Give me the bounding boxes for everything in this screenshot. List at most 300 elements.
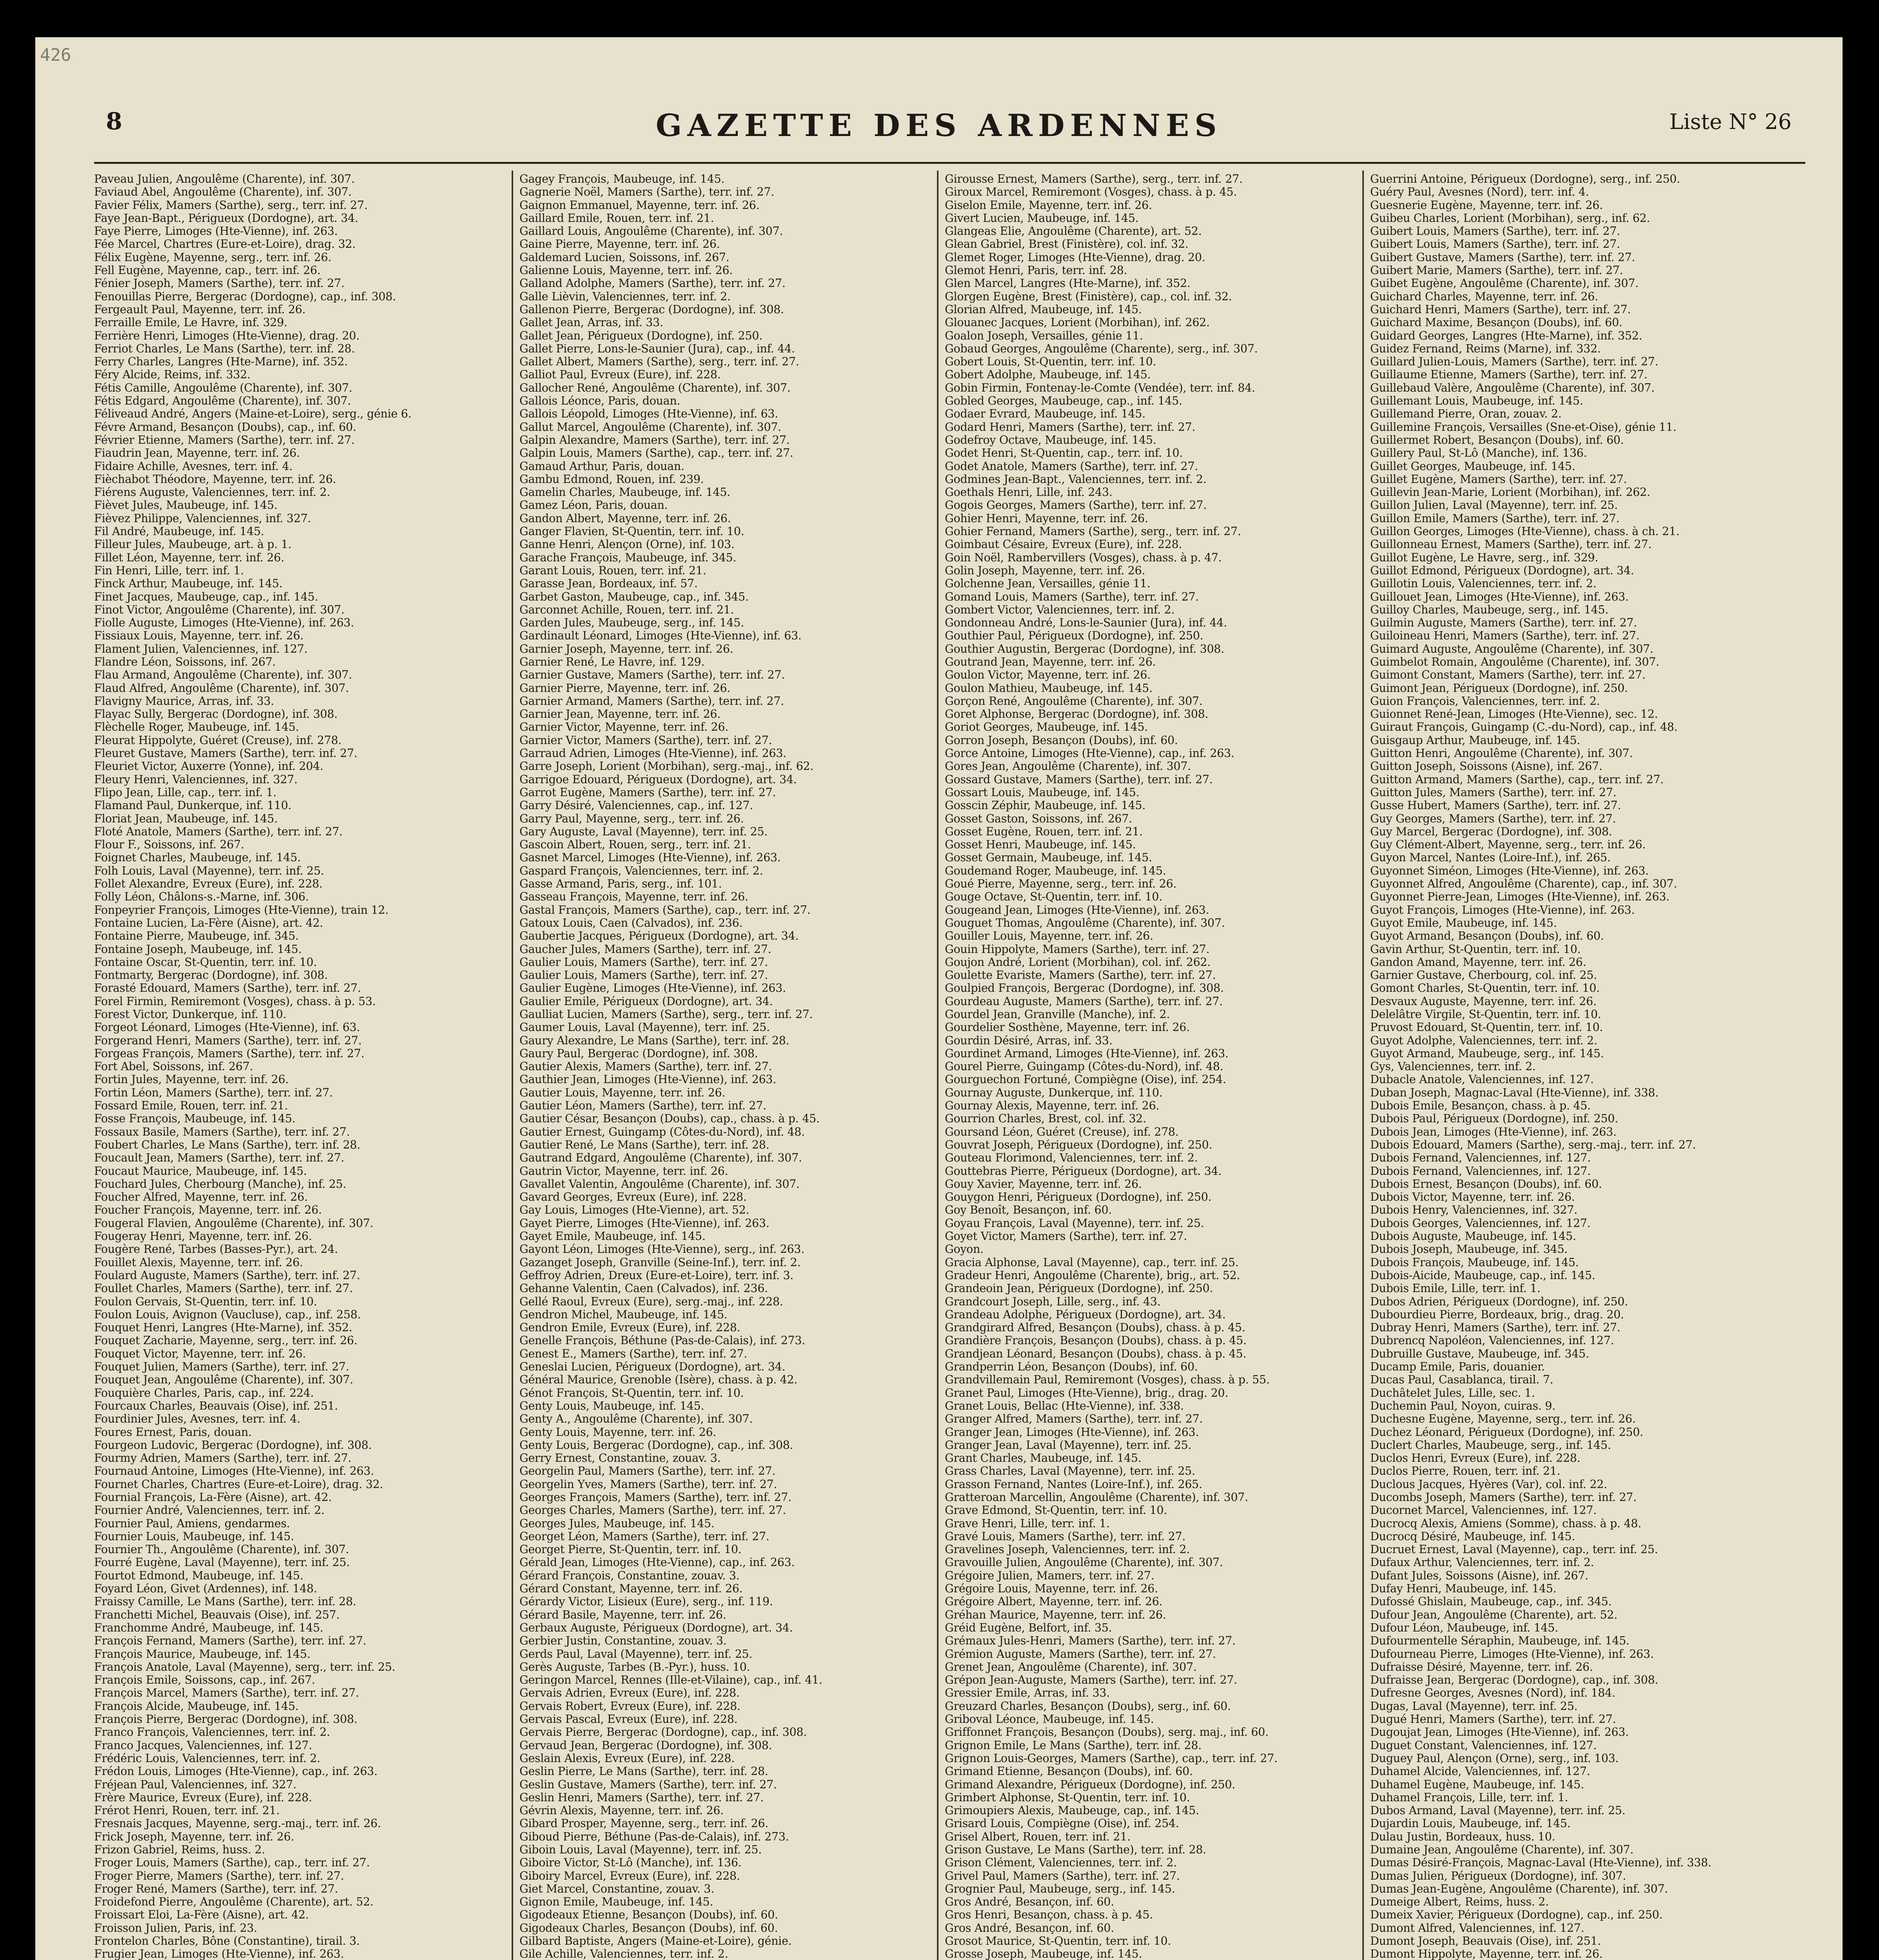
name-entry: Gandon Albert, Mayenne, terr. inf. 26. xyxy=(519,512,731,525)
name-entry: Flament Julien, Valenciennes, inf. 127. xyxy=(94,642,308,655)
name-entry: Godaer Evrard, Maubeuge, inf. 145. xyxy=(945,407,1146,421)
name-entry: Gracia Alphonse, Laval (Mayenne), cap., terr. inf. 25. xyxy=(945,1256,1239,1269)
name-entry: Guillemant Louis, Maubeuge, inf. 145. xyxy=(1370,394,1583,408)
name-entry: Guibeu Charles, Lorient (Morbihan), serg., inf. 62. xyxy=(1370,211,1650,225)
name-entry: Granger Alfred, Mamers (Sarthe), terr. inf. 27. xyxy=(945,1412,1203,1426)
name-entry: Giboire Victor, St-Lô (Manche), inf. 136. xyxy=(519,1856,742,1869)
name-entry: Gournay Alexis, Mayenne, terr. inf. 26. xyxy=(945,1099,1160,1112)
name-entry: Dubois Auguste, Maubeuge, inf. 145. xyxy=(1370,1230,1576,1243)
name-entry: Faye Jean-Bapt., Périgueux (Dordogne), art. 34. xyxy=(94,211,358,225)
name-entry: Gourdin Désiré, Arras, inf. 33. xyxy=(945,1034,1113,1047)
name-entry: Gouvrat Joseph, Périgueux (Dordogne), inf. 250. xyxy=(945,1138,1213,1151)
name-entry: Georget Pierre, St-Quentin, terr. inf. 10. xyxy=(519,1543,742,1556)
name-entry: Ferry Charles, Langres (Hte-Marne), inf. 352. xyxy=(94,355,348,368)
name-entry: Floriat Jean, Maubeuge, inf. 145. xyxy=(94,812,278,825)
name-entry: Grandvillemain Paul, Remiremont (Vosges), chass. à p. 55. xyxy=(945,1373,1270,1387)
name-entry: Fontaine Oscar, St-Quentin, terr. inf. 10. xyxy=(94,955,317,969)
name-entry: Gérard Constant, Mayenne, terr. inf. 26. xyxy=(519,1582,743,1595)
name-entry: Dubois Victor, Mayenne, terr. inf. 26. xyxy=(1370,1191,1575,1204)
name-entry: Grenet Jean, Angoulême (Charente), inf. 307. xyxy=(945,1660,1197,1673)
name-entry: Dufant Jules, Soissons (Aisne), inf. 267. xyxy=(1370,1569,1589,1582)
name-entry: Guillery Paul, St-Lô (Manche), inf. 136. xyxy=(1370,446,1587,460)
name-entry: Filleur Jules, Maubeuge, art. à p. 1. xyxy=(94,538,292,551)
name-entry: Dugas, Laval (Mayenne), terr. inf. 25. xyxy=(1370,1699,1578,1713)
name-entry: Gomand Louis, Mamers (Sarthe), terr. inf. 27. xyxy=(945,590,1199,603)
name-entry: Gohier Fernand, Mamers (Sarthe), serg., terr. inf. 27. xyxy=(945,525,1241,538)
name-entry: Grison Gustave, Le Mans (Sarthe), terr. inf. 28. xyxy=(945,1843,1206,1856)
name-entry: Gellé Raoul, Evreux (Eure), serg.-maj., inf. 228. xyxy=(519,1295,783,1308)
name-entry: Gallet Albert, Mamers (Sarthe), serg., terr. inf. 27. xyxy=(519,355,799,368)
name-entry: Dubacle Anatole, Valenciennes, inf. 127. xyxy=(1370,1073,1594,1086)
name-entry: Ferraille Emile, Le Havre, inf. 329. xyxy=(94,316,287,329)
name-entry: Gourdinet Armand, Limoges (Hte-Vienne), inf. 263. xyxy=(945,1047,1229,1060)
name-entry: Glorian Alfred, Maubeuge, inf. 145. xyxy=(945,303,1142,316)
names-column-4 xyxy=(1370,172,1778,1960)
name-entry: Galliot Paul, Evreux (Eure), inf. 228. xyxy=(519,368,721,381)
name-entry: François Maurice, Maubeuge, inf. 145. xyxy=(94,1647,310,1661)
name-entry: Gile Achille, Valenciennes, terr. inf. 2. xyxy=(519,1947,728,1960)
column-divider xyxy=(512,171,513,1960)
name-entry: Fournier Paul, Amiens, gendarmes. xyxy=(94,1517,290,1530)
name-entry: Guyonnet Alfred, Angoulême (Charente), cap., inf. 307. xyxy=(1370,877,1677,891)
name-entry: Gréid Eugène, Belfort, inf. 35. xyxy=(945,1621,1112,1634)
name-entry: Guichard Charles, Mayenne, terr. inf. 26. xyxy=(1370,290,1598,303)
name-entry: Dubos Armand, Laval (Mayenne), terr. inf. 25. xyxy=(1370,1804,1625,1817)
name-entry: Gamelin Charles, Maubeuge, inf. 145. xyxy=(519,486,730,499)
name-entry: Guiraut François, Guingamp (C.-du-Nord), cap., inf. 48. xyxy=(1370,720,1677,734)
name-entry: Froisson Julien, Paris, inf. 23. xyxy=(94,1921,258,1935)
name-entry: Guilloy Charles, Maubeuge, serg., inf. 145. xyxy=(1370,603,1608,616)
page-number: 8 xyxy=(106,108,122,135)
name-entry: Gréhan Maurice, Mayenne, terr. inf. 26. xyxy=(945,1608,1166,1621)
name-entry: François Marcel, Mamers (Sarthe), terr. inf. 27. xyxy=(94,1686,359,1700)
name-entry: Franco François, Valenciennes, terr. inf. 2. xyxy=(94,1726,330,1739)
name-entry: Frugier Jean, Limoges (Hte-Vienne), inf. 263. xyxy=(94,1947,344,1960)
name-entry: Garnier René, Le Havre, inf. 129. xyxy=(519,655,705,668)
name-entry: Gaspard François, Valenciennes, terr. inf. 2. xyxy=(519,864,763,877)
name-entry: Garnier Victor, Mamers (Sarthe), terr. inf. 27. xyxy=(519,733,772,747)
name-entry: Gourguechon Fortuné, Compiègne (Oise), inf. 254. xyxy=(945,1073,1226,1086)
name-entry: Gouteau Florimond, Valenciennes, terr. inf. 2. xyxy=(945,1151,1198,1165)
name-entry: Dubruille Gustave, Maubeuge, inf. 345. xyxy=(1370,1347,1589,1360)
name-entry: Fougeray Henri, Mayenne, terr. inf. 26. xyxy=(94,1230,312,1243)
name-entry: Gayet Pierre, Limoges (Hte-Vienne), inf. 263. xyxy=(519,1216,770,1230)
name-entry: Flour F., Soissons, inf. 267. xyxy=(94,838,244,851)
name-entry: Dubois Georges, Valenciennes, inf. 127. xyxy=(1370,1216,1591,1230)
name-entry: Garrot Eugène, Mamers (Sarthe), terr. inf. 27. xyxy=(519,786,776,799)
name-entry: Foignet Charles, Maubeuge, inf. 145. xyxy=(94,851,301,864)
name-entry: Forgerand Henri, Mamers (Sarthe), terr. inf. 27. xyxy=(94,1034,362,1047)
name-entry: Foucault Jean, Mamers (Sarthe), terr. inf. 27. xyxy=(94,1151,345,1165)
name-entry: Dubray Henri, Mamers (Sarthe), terr. inf. 27. xyxy=(1370,1321,1621,1334)
name-entry: Gourdel Jean, Granville (Manche), inf. 2. xyxy=(945,1008,1170,1021)
name-entry: Gervaud Jean, Bergerac (Dordogne), inf. 308. xyxy=(519,1739,772,1752)
name-entry: Gautier René, Le Mans (Sarthe), terr. inf. 28. xyxy=(519,1138,770,1151)
name-entry: Ducamp Emile, Paris, douanier. xyxy=(1370,1360,1545,1374)
name-entry: Gagey François, Maubeuge, inf. 145. xyxy=(519,172,725,185)
name-entry: Grass Charles, Laval (Mayenne), terr. inf. 25. xyxy=(945,1465,1195,1478)
name-entry: Fleuriet Victor, Auxerre (Yonne), inf. 204. xyxy=(94,760,323,773)
name-entry: Fournier Louis, Maubeuge, inf. 145. xyxy=(94,1530,294,1543)
name-entry: Geslain Alexis, Evreux (Eure), inf. 228. xyxy=(519,1751,735,1765)
name-entry: Gallois Léopold, Limoges (Hte-Vienne), inf. 63. xyxy=(519,407,778,421)
newspaper-title: GAZETTE DES ARDENNES xyxy=(655,108,1222,143)
name-entry: Fin Henri, Lille, terr. inf. 1. xyxy=(94,564,244,577)
name-entry: Forgeas François, Mamers (Sarthe), terr. inf. 27. xyxy=(94,1047,365,1060)
name-entry: Guibert Louis, Mamers (Sarthe), terr. inf. 27. xyxy=(1370,238,1620,251)
names-column-1 xyxy=(94,172,502,1960)
name-entry: Gayet Emile, Maubeuge, inf. 145. xyxy=(519,1230,706,1243)
name-entry: Dufay Henri, Maubeuge, inf. 145. xyxy=(1370,1582,1557,1595)
name-entry: Ducrocq Alexis, Amiens (Somme), chass. à p. 48. xyxy=(1370,1517,1641,1530)
name-entry: Guyot Armand, Maubeuge, serg., inf. 145. xyxy=(1370,1047,1604,1060)
name-entry: Dubois Joseph, Maubeuge, inf. 345. xyxy=(1370,1243,1568,1256)
name-entry: Genty Louis, Bergerac (Dordogne), cap., inf. 308. xyxy=(519,1438,793,1452)
name-entry: Guillon Julien, Laval (Mayenne), terr. inf. 25. xyxy=(1370,499,1618,512)
name-entry: Garnier Gustave, Cherbourg, col. inf. 25. xyxy=(1370,969,1597,982)
name-entry: Fournet Charles, Chartres (Eure-et-Loire), drag. 32. xyxy=(94,1477,383,1491)
name-entry: Gravouille Julien, Angoulême (Charente), inf. 307. xyxy=(945,1556,1223,1569)
name-entry: Faye Pierre, Limoges (Hte-Vienne), inf. 263. xyxy=(94,225,338,238)
name-entry: Févre Armand, Besançon (Doubs), cap., inf. 60. xyxy=(94,420,356,434)
name-entry: Goin Noël, Rambervillers (Vosges), chass. à p. 47. xyxy=(945,551,1222,564)
name-entry: Godmines Jean-Bapt., Valenciennes, terr. inf. 2. xyxy=(945,472,1207,486)
name-entry: Gobert Adolphe, Maubeuge, inf. 145. xyxy=(945,368,1151,381)
name-entry: Fossaux Basile, Mamers (Sarthe), terr. inf. 27. xyxy=(94,1125,350,1138)
name-entry: Grémion Auguste, Mamers (Sarthe), terr. inf. 27. xyxy=(945,1647,1216,1661)
name-entry: Guionnet René-Jean, Limoges (Hte-Vienne), sec. 12. xyxy=(1370,708,1658,721)
name-entry: Gautier César, Besançon (Doubs), cap., chass. à p. 45. xyxy=(519,1112,820,1125)
names-column-2 xyxy=(519,172,927,1960)
name-entry: Grave Henri, Lille, terr. inf. 1. xyxy=(945,1517,1110,1530)
name-entry: Galland Adolphe, Mamers (Sarthe), terr. inf. 27. xyxy=(519,277,786,290)
name-entry: Dufossé Ghislain, Maubeuge, cap., inf. 345. xyxy=(1370,1595,1612,1608)
name-entry: Gautrin Victor, Mayenne, terr. inf. 26. xyxy=(519,1164,728,1178)
name-entry: Gaillard Emile, Rouen, terr. inf. 21. xyxy=(519,211,714,225)
name-entry: Greuzard Charles, Besançon (Doubs), serg., inf. 60. xyxy=(945,1699,1231,1713)
name-entry: Gosset Germain, Maubeuge, inf. 145. xyxy=(945,851,1152,864)
name-entry: Dumeige Albert, Reims, huss. 2. xyxy=(1370,1895,1549,1909)
name-entry: Gasse Armand, Paris, serg., inf. 101. xyxy=(519,877,722,891)
name-entry: Fortin Jules, Mayenne, terr. inf. 26. xyxy=(94,1073,289,1086)
name-entry: Gamaud Arthur, Paris, douan. xyxy=(519,459,684,473)
name-entry: Guibert Louis, Mamers (Sarthe), terr. inf. 27. xyxy=(1370,225,1620,238)
name-entry: Gratteroan Marcellin, Angoulême (Charente), inf. 307. xyxy=(945,1490,1248,1504)
name-entry: Franchetti Michel, Beauvais (Oise), inf. 257. xyxy=(94,1608,340,1621)
name-entry: Grandperrin Léon, Besançon (Doubs), inf. 60. xyxy=(945,1360,1198,1374)
name-entry: Duhamel Eugène, Maubeuge, inf. 145. xyxy=(1370,1778,1584,1791)
name-entry: Granet Louis, Bellac (Hte-Vienne), inf. 338. xyxy=(945,1399,1184,1412)
name-entry: Guéry Paul, Avesnes (Nord), terr. inf. 4. xyxy=(1370,185,1589,199)
name-entry: Godet Anatole, Mamers (Sarthe), terr. inf. 27. xyxy=(945,459,1198,473)
name-entry: Garnier Gustave, Mamers (Sarthe), terr. inf. 27. xyxy=(519,668,785,682)
header-rule xyxy=(94,162,1805,164)
name-entry: Guitton Jules, Mamers (Sarthe), terr. inf. 27. xyxy=(1370,786,1616,799)
name-entry: Grant Charles, Maubeuge, inf. 145. xyxy=(945,1452,1142,1465)
name-entry: Fell Eugène, Mayenne, cap., terr. inf. 26. xyxy=(94,264,321,277)
name-entry: Dufraisse Jean, Bergerac (Dordogne), cap., inf. 308. xyxy=(1370,1673,1658,1687)
name-entry: Grasson Fernand, Nantes (Loire-Inf.), inf. 265. xyxy=(945,1477,1202,1491)
name-entry: Garraud Adrien, Limoges (Hte-Vienne), inf. 263. xyxy=(519,747,786,760)
newspaper-page xyxy=(35,37,1843,1960)
name-entry: Favier Félix, Mamers (Sarthe), serg., terr. inf. 27. xyxy=(94,198,368,212)
name-entry: Dumeix Xavier, Périgueux (Dordogne), cap., inf. 250. xyxy=(1370,1908,1663,1922)
list-number: Liste N° 26 xyxy=(1669,109,1792,134)
name-entry: Gérald Jean, Limoges (Hte-Vienne), cap., inf. 263. xyxy=(519,1556,795,1569)
name-entry: Duclos Pierre, Rouen, terr. inf. 21. xyxy=(1370,1465,1561,1478)
name-entry: Dubois Henry, Valenciennes, inf. 327. xyxy=(1370,1203,1578,1217)
name-entry: Gasseau François, Mayenne, terr. inf. 26. xyxy=(519,890,748,904)
name-entry: Ganger Flavien, St-Quentin, terr. inf. 10. xyxy=(519,525,744,538)
name-entry: Guimont Jean, Périgueux (Dordogne), inf. 250. xyxy=(1370,681,1628,695)
name-entry: Goimbaut Césaire, Evreux (Eure), inf. 228. xyxy=(945,538,1182,551)
name-entry: Gazanget Joseph, Granville (Seine-Inf.), terr. inf. 2. xyxy=(519,1256,801,1269)
name-entry: Fillet Léon, Mayenne, terr. inf. 26. xyxy=(94,551,284,564)
name-entry: Gavallet Valentin, Angoulême (Charente), inf. 307. xyxy=(519,1177,800,1191)
name-entry: Franco Jacques, Valenciennes, inf. 127. xyxy=(94,1739,312,1752)
name-entry: Fouquet Victor, Mayenne, terr. inf. 26. xyxy=(94,1347,306,1360)
name-entry: Fil André, Maubeuge, inf. 145. xyxy=(94,525,264,538)
name-entry: Givert Lucien, Maubeuge, inf. 145. xyxy=(945,211,1139,225)
name-entry: Guillemand Pierre, Oran, zouav. 2. xyxy=(1370,407,1562,421)
name-entry: François Anatole, Laval (Mayenne), serg., terr. inf. 25. xyxy=(94,1660,396,1673)
names-column-3 xyxy=(945,172,1353,1960)
name-entry: Fouquet Julien, Mamers (Sarthe), terr. inf. 27. xyxy=(94,1360,349,1374)
column-divider xyxy=(937,171,939,1960)
name-entry: Ferrière Henri, Limoges (Hte-Vienne), drag. 20. xyxy=(94,329,359,342)
name-entry: Forest Victor, Dunkerque, inf. 110. xyxy=(94,1008,287,1021)
name-entry: Gros André, Besançon, inf. 60. xyxy=(945,1921,1114,1935)
name-entry: Gouttebras Pierre, Périgueux (Dordogne), art. 34. xyxy=(945,1164,1222,1178)
name-entry: Grave Edmond, St-Quentin, terr. inf. 10. xyxy=(945,1504,1167,1517)
name-entry: Foulon Gervais, St-Quentin, terr. inf. 10. xyxy=(94,1295,317,1308)
name-entry: Dubois Emile, Besançon, chass. à p. 45. xyxy=(1370,1099,1591,1112)
name-entry: Gaignon Emmanuel, Mayenne, terr. inf. 26. xyxy=(519,198,760,212)
name-entry: Gohier Henri, Mayenne, terr. inf. 26. xyxy=(945,512,1148,525)
name-entry: Georgelin Yves, Mamers (Sarthe), terr. inf. 27. xyxy=(519,1477,777,1491)
name-entry: Gobin Firmin, Fontenay-le-Comte (Vendée), terr. inf. 84. xyxy=(945,381,1255,394)
name-entry: Flamand Paul, Dunkerque, inf. 110. xyxy=(94,799,292,812)
name-entry: Goyon. xyxy=(945,1243,984,1256)
name-entry: Dumont Joseph, Beauvais (Oise), inf. 251. xyxy=(1370,1935,1601,1948)
name-entry: Guibert Gustave, Mamers (Sarthe), terr. inf. 27. xyxy=(1370,250,1635,264)
name-entry: Godard Henri, Mamers (Sarthe), terr. inf. 27. xyxy=(945,420,1196,434)
name-entry: Fée Marcel, Chartres (Eure-et-Loire), drag. 32. xyxy=(94,238,356,251)
name-entry: Fourdinier Jules, Avesnes, terr. inf. 4. xyxy=(94,1412,301,1426)
name-entry: Gignon Emile, Maubeuge, inf. 145. xyxy=(519,1895,713,1909)
name-entry: Glen Marcel, Langres (Hte-Marne), inf. 352. xyxy=(945,277,1191,290)
name-entry: Gouge Octave, St-Quentin, terr. inf. 10. xyxy=(945,890,1162,904)
name-entry: Guillonneau Ernest, Mamers (Sarthe), terr. inf. 27. xyxy=(1370,538,1652,551)
name-entry: Grémaux Jules-Henri, Mamers (Sarthe), terr. inf. 27. xyxy=(945,1634,1236,1648)
name-entry: Gallut Marcel, Angoulême (Charente), inf. 307. xyxy=(519,420,781,434)
name-entry: Gusse Hubert, Mamers (Sarthe), terr. inf. 27. xyxy=(1370,799,1621,812)
name-entry: Guyon Marcel, Nantes (Loire-Inf.), inf. 265. xyxy=(1370,851,1611,864)
name-entry: Garconnet Achille, Rouen, terr. inf. 21. xyxy=(519,603,734,616)
name-entry: Gosset Henri, Maubeuge, inf. 145. xyxy=(945,838,1136,851)
name-entry: Ganne Henri, Alençon (Orne), inf. 103. xyxy=(519,538,735,551)
name-entry: Gautier Léon, Mamers (Sarthe), terr. inf. 27. xyxy=(519,1099,766,1112)
name-entry: Granet Paul, Limoges (Hte-Vienne), brig., drag. 20. xyxy=(945,1386,1228,1399)
name-entry: Dubois-Aicide, Maubeuge, cap., inf. 145. xyxy=(1370,1269,1596,1282)
name-entry: Général Maurice, Grenoble (Isère), chass. à p. 42. xyxy=(519,1373,797,1387)
name-entry: Fraissy Camille, Le Mans (Sarthe), terr. inf. 28. xyxy=(94,1595,356,1608)
name-entry: Flaud Alfred, Angoulême (Charente), inf. 307. xyxy=(94,681,349,695)
name-entry: Geneslai Lucien, Périgueux (Dordogne), art. 34. xyxy=(519,1360,786,1374)
name-entry: Grosot Maurice, St-Quentin, terr. inf. 10. xyxy=(945,1935,1171,1948)
name-entry: Garnier Pierre, Mayenne, terr. inf. 26. xyxy=(519,681,730,695)
name-entry: Gorce Antoine, Limoges (Hte-Vienne), cap., inf. 263. xyxy=(945,747,1235,760)
name-entry: Georges Jules, Maubeuge, inf. 145. xyxy=(519,1517,715,1530)
name-entry: Gandon Amand, Mayenne, terr. inf. 26. xyxy=(1370,955,1586,969)
name-entry: Grépon Jean-Auguste, Mamers (Sarthe), terr. inf. 27. xyxy=(945,1673,1237,1687)
name-entry: Gouy Xavier, Mayenne, terr. inf. 26. xyxy=(945,1177,1142,1191)
name-entry: Gérardy Victor, Lisieux (Eure), serg., inf. 119. xyxy=(519,1595,773,1608)
name-entry: Griffonnet François, Besançon (Doubs), serg. maj., inf. 60. xyxy=(945,1726,1269,1739)
name-entry: Guimbelot Romain, Angoulême (Charente), inf. 307. xyxy=(1370,655,1659,668)
name-entry: Gérard Basile, Mayenne, terr. inf. 26. xyxy=(519,1608,726,1621)
name-entry: Foucaut Maurice, Maubeuge, inf. 145. xyxy=(94,1164,307,1178)
name-entry: Félix Eugène, Mayenne, serg., terr. inf. 26. xyxy=(94,250,332,264)
name-entry: Folh Louis, Laval (Mayenne), terr. inf. 25. xyxy=(94,864,324,877)
name-entry: Fouquet Jean, Angoulême (Charente), inf. 307. xyxy=(94,1373,353,1387)
name-entry: Dubois Paul, Périgueux (Dordogne), inf. 250. xyxy=(1370,1112,1618,1125)
name-entry: Guimont Constant, Mamers (Sarthe), terr. inf. 27. xyxy=(1370,668,1646,682)
name-entry: Guidez Fernand, Reims (Marne), inf. 332. xyxy=(1370,342,1601,355)
name-entry: Garasse Jean, Bordeaux, inf. 57. xyxy=(519,577,698,590)
name-entry: Gogois Georges, Mamers (Sarthe), terr. inf. 27. xyxy=(945,499,1207,512)
name-entry: Gaulier Emile, Périgueux (Dordogne), art. 34. xyxy=(519,995,773,1008)
name-entry: Goulon Victor, Mayenne, terr. inf. 26. xyxy=(945,668,1151,682)
name-entry: Guyot Emile, Maubeuge, inf. 145. xyxy=(1370,916,1557,929)
name-entry: Guy Clément-Albert, Mayenne, serg., terr. inf. 26. xyxy=(1370,838,1646,851)
name-entry: Foulard Auguste, Mamers (Sarthe), terr. inf. 27. xyxy=(94,1269,360,1282)
name-entry: Froger Louis, Mamers (Sarthe), cap., terr. inf. 27. xyxy=(94,1856,370,1869)
name-entry: Gay Louis, Limoges (Hte-Vienne), art. 52. xyxy=(519,1203,750,1217)
name-entry: Fonpeyrier François, Limoges (Hte-Vienne), train 12. xyxy=(94,903,389,916)
name-entry: Genelle François, Béthune (Pas-de-Calais), inf. 273. xyxy=(519,1334,805,1347)
name-entry: Glouanec Jacques, Lorient (Morbihan), inf. 262. xyxy=(945,316,1210,329)
name-entry: Gros Henri, Besançon, chass. à p. 45. xyxy=(945,1908,1153,1922)
name-entry: Foubert Charles, Le Mans (Sarthe), terr. inf. 28. xyxy=(94,1138,361,1151)
name-entry: Geffroy Adrien, Dreux (Eure-et-Loire), terr. inf. 3. xyxy=(519,1269,793,1282)
name-entry: Gervais Pierre, Bergerac (Dordogne), cap., inf. 308. xyxy=(519,1726,807,1739)
name-entry: Georgelin Paul, Mamers (Sarthe), terr. inf. 27. xyxy=(519,1465,776,1478)
name-entry: Dubois Emile, Lille, terr. inf. 1. xyxy=(1370,1282,1541,1295)
name-entry: François Alcide, Maubeuge, inf. 145. xyxy=(94,1699,299,1713)
name-entry: Gouthier Paul, Périgueux (Dordogne), inf. 250. xyxy=(945,629,1204,642)
name-entry: Gouygon Henri, Périgueux (Dordogne), inf. 250. xyxy=(945,1191,1212,1204)
name-entry: Guillard Julien-Louis, Mamers (Sarthe), terr. inf. 27. xyxy=(1370,355,1658,368)
name-entry: Duchemin Paul, Noyon, cuiras. 9. xyxy=(1370,1399,1556,1412)
name-entry: Duchâtelet Jules, Lille, sec. 1. xyxy=(1370,1386,1535,1399)
name-entry: Guiloineau Henri, Mamers (Sarthe), terr. inf. 27. xyxy=(1370,629,1640,642)
name-entry: Dufour Léon, Maubeuge, inf. 145. xyxy=(1370,1621,1558,1634)
name-entry: Gehanne Valentin, Caen (Calvados), inf. 236. xyxy=(519,1282,768,1295)
name-entry: Gagnerie Noël, Mamers (Sarthe), terr. inf. 27. xyxy=(519,185,774,199)
name-entry: François Pierre, Bergerac (Dordogne), inf. 308. xyxy=(94,1713,358,1726)
name-entry: Giet Marcel, Constantine, zouav. 3. xyxy=(519,1882,714,1895)
name-entry: Gobled Georges, Maubeuge, cap., inf. 145. xyxy=(945,394,1182,408)
name-entry: Garnier Victor, Mayenne, terr. inf. 26. xyxy=(519,720,728,734)
name-entry: Gaubertie Jacques, Périgueux (Dordogne), art. 34. xyxy=(519,929,799,943)
name-entry: Garache François, Maubeuge, inf. 345. xyxy=(519,551,737,564)
name-entry: Gravé Louis, Mamers (Sarthe), terr. inf. 27. xyxy=(945,1530,1186,1543)
name-entry: Guillebaud Valère, Angoulême (Charente), inf. 307. xyxy=(1370,381,1655,394)
name-entry: Dubois Jean, Limoges (Hte-Vienne), inf. 263. xyxy=(1370,1125,1617,1138)
name-entry: Glangeas Elie, Angoulême (Charente), art. 52. xyxy=(945,225,1202,238)
name-entry: Gallenon Pierre, Bergerac (Dordogne), inf. 308. xyxy=(519,303,784,316)
name-entry: Frizon Gabriel, Reims, huss. 2. xyxy=(94,1843,265,1856)
name-entry: Gibard Prosper, Mayenne, serg., terr. inf. 26. xyxy=(519,1817,768,1830)
name-entry: Goriot Georges, Maubeuge, inf. 145. xyxy=(945,720,1148,734)
name-entry: Grandgirard Alfred, Besançon (Doubs), chass. à p. 45. xyxy=(945,1321,1245,1334)
name-entry: Garbet Gaston, Maubeuge, cap., inf. 345. xyxy=(519,590,749,603)
name-entry: Foyard Léon, Givet (Ardennes), inf. 148. xyxy=(94,1582,317,1595)
name-entry: Guibert Marie, Mamers (Sarthe), terr. inf. 27. xyxy=(1370,264,1623,277)
name-entry: Dujardin Louis, Maubeuge, inf. 145. xyxy=(1370,1817,1571,1830)
name-entry: Ferriot Charles, Le Mans (Sarthe), terr. inf. 28. xyxy=(94,342,355,355)
name-entry: Gastal François, Mamers (Sarthe), cap., terr. inf. 27. xyxy=(519,903,811,916)
name-entry: Goyet Victor, Mamers (Sarthe), terr. inf. 27. xyxy=(945,1230,1187,1243)
name-entry: Gaucher Jules, Mamers (Sarthe), terr. inf. 27. xyxy=(519,942,772,956)
name-entry: Goret Alphonse, Bergerac (Dordogne), inf. 308. xyxy=(945,708,1209,721)
name-entry: Grimoupiers Alexis, Maubeuge, cap., inf. 145. xyxy=(945,1804,1199,1817)
name-entry: Guillot Edmond, Périgueux (Dordogne), art. 34. xyxy=(1370,564,1634,577)
name-entry: Fouchard Jules, Cherbourg (Manche), inf. 25. xyxy=(94,1177,347,1191)
name-entry: Frontelon Charles, Bône (Constantine), tirail. 3. xyxy=(94,1935,360,1948)
name-entry: Gary Auguste, Laval (Mayenne), terr. inf. 25. xyxy=(519,825,768,838)
name-entry: Gerès Auguste, Tarbes (B.-Pyr.), huss. 10. xyxy=(519,1660,750,1673)
name-entry: Fiérens Auguste, Valenciennes, terr. inf. 2. xyxy=(94,486,330,499)
name-entry: Goethals Henri, Lille, inf. 243. xyxy=(945,486,1113,499)
name-entry: Gossart Louis, Maubeuge, inf. 145. xyxy=(945,786,1140,799)
name-entry: Gaumer Louis, Laval (Mayenne), terr. inf. 25. xyxy=(519,1021,770,1034)
name-entry: Pruvost Edouard, St-Quentin, terr. inf. 10. xyxy=(1370,1021,1603,1034)
name-entry: Duclous Jacques, Hyères (Var), col. inf. 22. xyxy=(1370,1477,1607,1491)
name-entry: Fénier Joseph, Mamers (Sarthe), terr. inf. 27. xyxy=(94,277,345,290)
name-entry: Galle Lièvin, Valenciennes, terr. inf. 2. xyxy=(519,290,731,303)
name-entry: Grimand Alexandre, Périgueux (Dordogne), inf. 250. xyxy=(945,1778,1235,1791)
name-entry: Flau Armand, Angoulême (Charente), inf. 307. xyxy=(94,668,352,682)
name-entry: Gouthier Augustin, Bergerac (Dordogne), inf. 308. xyxy=(945,642,1224,655)
name-entry: Forel Firmin, Remiremont (Vosges), chass. à p. 53. xyxy=(94,995,376,1008)
name-entry: Gévrin Alexis, Mayenne, terr. inf. 26. xyxy=(519,1804,724,1817)
name-entry: Guidard Georges, Langres (Hte-Marne), inf. 352. xyxy=(1370,329,1643,342)
name-entry: Garnier Jean, Mayenne, terr. inf. 26. xyxy=(519,708,721,721)
name-entry: Ducruet Ernest, Laval (Mayenne), cap., terr. inf. 25. xyxy=(1370,1543,1658,1556)
name-entry: Grégoire Julien, Mamers, terr. inf. 27. xyxy=(945,1569,1155,1582)
name-entry: Gosset Gaston, Soissons, inf. 267. xyxy=(945,812,1132,825)
name-entry: Dugué Henri, Mamers (Sarthe), terr. inf. 27. xyxy=(1370,1713,1616,1726)
name-entry: Gourel Pierre, Guingamp (Côtes-du-Nord), inf. 48. xyxy=(945,1060,1224,1073)
name-entry: Gervais Adrien, Evreux (Eure), inf. 228. xyxy=(519,1686,740,1700)
name-entry: Ducombs Joseph, Mamers (Sarthe), terr. inf. 27. xyxy=(1370,1490,1637,1504)
name-entry: Flipo Jean, Lille, cap., terr. inf. 1. xyxy=(94,786,277,799)
name-entry: Guillet Georges, Maubeuge, inf. 145. xyxy=(1370,459,1576,473)
name-entry: Gravelines Joseph, Valenciennes, terr. inf. 2. xyxy=(945,1543,1190,1556)
name-entry: Gaury Paul, Bergerac (Dordogne), inf. 308. xyxy=(519,1047,758,1060)
name-entry: Duhamel Alcide, Valenciennes, inf. 127. xyxy=(1370,1765,1590,1778)
name-entry: Finot Victor, Angoulême (Charente), inf. 307. xyxy=(94,603,345,616)
name-entry: Grisard Louis, Compiègne (Oise), inf. 254. xyxy=(945,1817,1179,1830)
name-entry: Gosset Eugène, Rouen, terr. inf. 21. xyxy=(945,825,1143,838)
name-entry: Foullet Charles, Mamers (Sarthe), terr. inf. 27. xyxy=(94,1282,353,1295)
name-entry: Duclert Charles, Maubeuge, serg., inf. 145. xyxy=(1370,1438,1611,1452)
name-entry: Dumont Hippolyte, Mayenne, terr. inf. 26. xyxy=(1370,1947,1603,1960)
name-entry: Goué Pierre, Mayenne, serg., terr. inf. 26. xyxy=(945,877,1177,891)
name-entry: Gossard Gustave, Mamers (Sarthe), terr. inf. 27. xyxy=(945,773,1213,786)
